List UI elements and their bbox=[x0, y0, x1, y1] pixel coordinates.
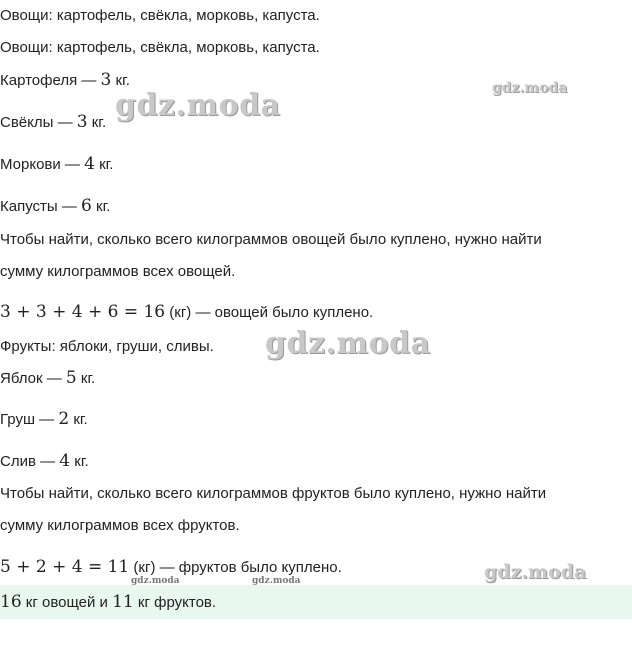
carrot-unit: кг. bbox=[94, 156, 114, 173]
answer-vegetables-total: 16 bbox=[0, 592, 22, 612]
cabbage-weight-line bbox=[0, 196, 110, 217]
watermark-logo: gdz.moda bbox=[115, 88, 281, 123]
pear-weight-line bbox=[0, 409, 88, 430]
cabbage-label: Капусты — bbox=[0, 198, 82, 215]
vegetables-explanation-line1: Чтобы найти, сколько всего килограммов овощей было куплено, нужно найти bbox=[0, 231, 542, 248]
answer-text-part1: кг овощей и bbox=[21, 594, 113, 611]
watermark-logo: gdz.moda bbox=[131, 576, 180, 586]
watermark-logo: gdz.moda bbox=[492, 80, 568, 96]
watermark-logo: gdz.moda bbox=[484, 561, 587, 583]
vegetables-list-line-repeat: Овощи: картофель, свёкла, морковь, капуста. bbox=[0, 39, 320, 56]
beet-weight-line bbox=[0, 112, 106, 133]
answer-text-part2: кг фруктов. bbox=[133, 594, 217, 611]
plum-unit: кг. bbox=[70, 453, 89, 470]
carrot-value: 4 bbox=[84, 154, 95, 174]
apple-label: Яблок — bbox=[0, 370, 66, 387]
vegetables-sum-expression: 3 + 3 + 4 + 6 = 16 bbox=[0, 302, 166, 322]
beet-label: Свёклы — bbox=[0, 114, 77, 131]
vegetables-explanation-line2: сумму килограммов всех овощей. bbox=[0, 263, 236, 280]
cabbage-unit: кг. bbox=[91, 198, 111, 215]
potato-unit: кг. bbox=[111, 72, 130, 89]
cabbage-value: 6 bbox=[81, 196, 92, 216]
watermark-logo: gdz.moda bbox=[252, 576, 301, 586]
fruits-explanation-line1: Чтобы найти, сколько всего килограммов фруктов было куплено, нужно найти bbox=[0, 485, 547, 502]
vegetables-sum-line bbox=[0, 302, 373, 323]
fruits-sum-text: (кг) — фруктов было куплено. bbox=[129, 559, 342, 576]
pear-unit: кг. bbox=[69, 411, 88, 428]
vegetables-list-line: Овощи: картофель, свёкла, морковь, капуста. bbox=[0, 7, 320, 24]
fruits-sum-expression: 5 + 2 + 4 = 11 bbox=[0, 557, 130, 577]
pear-value: 2 bbox=[58, 409, 70, 429]
apple-weight-line bbox=[0, 368, 95, 389]
plum-weight-line bbox=[0, 451, 89, 472]
answer-fruits-total: 11 bbox=[112, 592, 134, 612]
apple-unit: кг. bbox=[76, 370, 96, 387]
answer-box bbox=[0, 585, 632, 619]
apple-value: 5 bbox=[65, 368, 77, 388]
fruits-explanation-line2: сумму килограммов всех фруктов. bbox=[0, 517, 240, 534]
watermark-logo: gdz.moda bbox=[265, 326, 431, 361]
potato-value: 3 bbox=[100, 70, 112, 90]
potato-weight-line bbox=[0, 70, 130, 91]
plum-value: 4 bbox=[59, 451, 71, 471]
potato-label: Картофеля — bbox=[0, 72, 101, 89]
fruits-sum-line bbox=[0, 557, 342, 578]
beet-value: 3 bbox=[76, 112, 88, 132]
carrot-weight-line bbox=[0, 154, 113, 175]
plum-label: Слив — bbox=[0, 453, 60, 470]
fruits-list-line: Фрукты: яблоки, груши, сливы. bbox=[0, 338, 214, 355]
vegetables-sum-text: (кг) — овощей было куплено. bbox=[165, 304, 374, 321]
beet-unit: кг. bbox=[87, 114, 107, 131]
pear-label: Груш — bbox=[0, 411, 59, 428]
carrot-label: Моркови — bbox=[0, 156, 85, 173]
answer-line bbox=[0, 592, 216, 613]
